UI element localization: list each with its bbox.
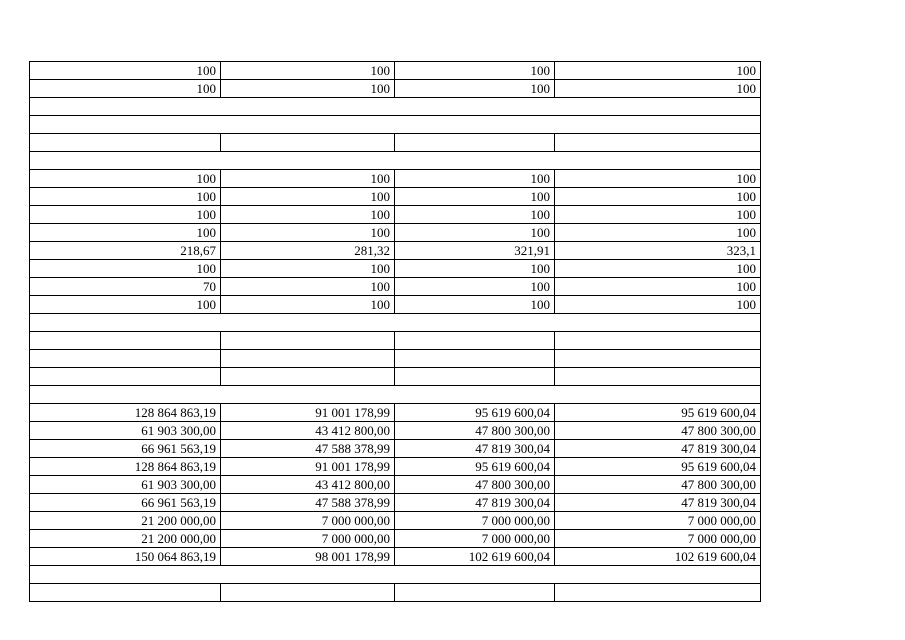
table-cell: 100 [221,170,395,188]
table-cell: 70 [30,278,221,296]
table-row [30,278,761,296]
table-cell: 100 [221,224,395,242]
table-cell: 102 619 600,04 [395,548,555,566]
table-row [30,386,761,404]
table-cell [221,350,395,368]
table-cell: 281,32 [221,242,395,260]
table-cell: 47 588 378,99 [221,440,395,458]
table-cell: 47 819 300,04 [395,440,555,458]
table-row [30,494,761,512]
table-cell [221,134,395,152]
table-cell: 128 864 863,19 [30,404,221,422]
table-cell: 100 [395,224,555,242]
table-cell [555,134,761,152]
table-cell: 66 961 563,19 [30,440,221,458]
merged-cell [30,314,761,332]
table-cell [395,134,555,152]
table-cell: 100 [221,62,395,80]
table-cell: 100 [221,260,395,278]
table-cell: 100 [30,224,221,242]
table-cell: 100 [555,260,761,278]
table-row [30,80,761,98]
table-cell: 61 903 300,00 [30,422,221,440]
table-cell: 321,91 [395,242,555,260]
table-cell: 47 800 300,00 [555,422,761,440]
table-cell: 100 [555,62,761,80]
table-cell [555,584,761,602]
table-cell: 21 200 000,00 [30,512,221,530]
table-row [30,188,761,206]
table-cell: 100 [395,170,555,188]
table-cell: 100 [221,206,395,224]
table-cell: 7 000 000,00 [555,512,761,530]
table-cell: 95 619 600,04 [555,404,761,422]
table-cell [555,350,761,368]
table-cell: 43 412 800,00 [221,422,395,440]
table-cell: 21 200 000,00 [30,530,221,548]
table-cell: 100 [395,260,555,278]
data-table [29,61,761,602]
table-cell: 100 [221,278,395,296]
table-cell: 100 [30,206,221,224]
table-cell: 91 001 178,99 [221,404,395,422]
table-cell: 100 [555,80,761,98]
table-row [30,530,761,548]
table-cell: 61 903 300,00 [30,476,221,494]
table-cell: 47 800 300,00 [395,476,555,494]
table-row [30,116,761,134]
merged-cell [30,386,761,404]
table-row [30,152,761,170]
table-cell: 100 [555,206,761,224]
table-cell: 91 001 178,99 [221,458,395,476]
table-row [30,422,761,440]
merged-cell [30,152,761,170]
table-row [30,224,761,242]
table-cell: 7 000 000,00 [221,512,395,530]
table-cell [30,368,221,386]
table-cell: 66 961 563,19 [30,494,221,512]
table-cell: 95 619 600,04 [395,458,555,476]
table-cell [30,350,221,368]
table-row [30,368,761,386]
table-row [30,332,761,350]
table-cell: 43 412 800,00 [221,476,395,494]
table-row [30,296,761,314]
table-cell [221,584,395,602]
table-cell [30,584,221,602]
table-row [30,350,761,368]
table-cell: 100 [30,62,221,80]
table-cell: 128 864 863,19 [30,458,221,476]
table-cell [395,368,555,386]
table-row [30,98,761,116]
table-row [30,548,761,566]
table-cell: 100 [395,278,555,296]
table-row [30,566,761,584]
table-cell: 7 000 000,00 [555,530,761,548]
table-cell: 47 819 300,04 [555,440,761,458]
table-cell: 100 [221,188,395,206]
table-cell: 47 819 300,04 [395,494,555,512]
merged-cell [30,98,761,116]
table-cell: 150 064 863,19 [30,548,221,566]
table-row [30,440,761,458]
table-cell: 47 800 300,00 [555,476,761,494]
table-cell: 100 [30,296,221,314]
table-cell: 95 619 600,04 [395,404,555,422]
table-cell: 323,1 [555,242,761,260]
table-cell [555,368,761,386]
table-cell: 100 [555,224,761,242]
table-cell: 100 [30,188,221,206]
table-cell: 98 001 178,99 [221,548,395,566]
table-cell [395,332,555,350]
table-cell: 100 [395,296,555,314]
merged-cell [30,116,761,134]
table-row [30,458,761,476]
table-cell: 100 [395,188,555,206]
table-row [30,314,761,332]
table-cell: 47 819 300,04 [555,494,761,512]
table-cell [30,134,221,152]
table-row [30,476,761,494]
table-row [30,584,761,602]
table-cell [555,332,761,350]
table-cell: 100 [555,170,761,188]
table-cell: 100 [221,80,395,98]
table-cell: 7 000 000,00 [395,530,555,548]
table-cell: 47 588 378,99 [221,494,395,512]
table-cell [395,350,555,368]
table-cell: 100 [555,296,761,314]
table-cell: 100 [30,170,221,188]
table-body [30,62,761,602]
table-cell: 47 800 300,00 [395,422,555,440]
table-cell: 7 000 000,00 [395,512,555,530]
table-cell [221,368,395,386]
table-row [30,242,761,260]
table-cell [395,584,555,602]
merged-cell [30,566,761,584]
table-row [30,206,761,224]
table-cell: 7 000 000,00 [221,530,395,548]
table-cell: 100 [395,80,555,98]
table-row [30,260,761,278]
table-row [30,170,761,188]
table-cell: 100 [221,296,395,314]
table-cell: 100 [30,80,221,98]
table-cell: 100 [30,260,221,278]
table-row [30,134,761,152]
table-cell: 100 [555,188,761,206]
table-cell: 100 [555,278,761,296]
table-cell [30,332,221,350]
table-cell: 100 [395,62,555,80]
table-row [30,512,761,530]
table-cell: 100 [395,206,555,224]
table-cell: 95 619 600,04 [555,458,761,476]
table-cell: 102 619 600,04 [555,548,761,566]
table-cell [221,332,395,350]
table-row [30,404,761,422]
table-cell: 218,67 [30,242,221,260]
table-row [30,62,761,80]
